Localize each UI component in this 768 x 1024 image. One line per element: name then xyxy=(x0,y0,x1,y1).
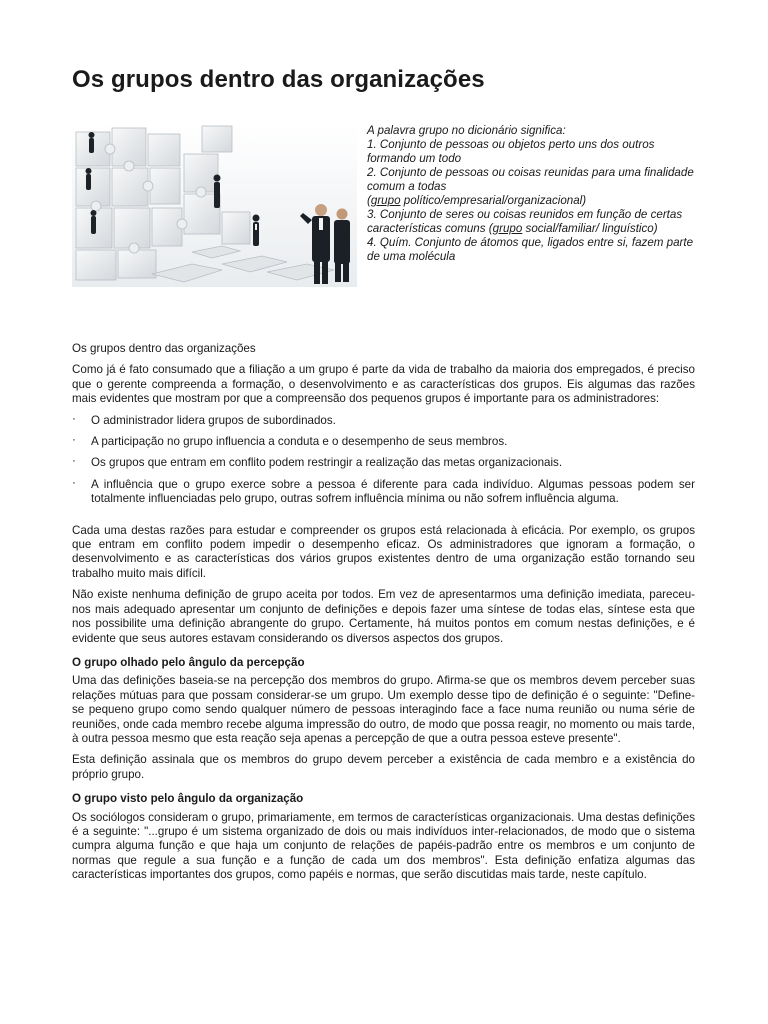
article-body xyxy=(72,342,695,890)
definition-item: (grupo político/empresarial/organizacional) xyxy=(367,194,587,207)
definition-intro: A palavra grupo no dicionário significa: xyxy=(367,124,566,137)
page-title: Os grupos dentro das organizações xyxy=(72,66,485,93)
bullet-marker: · xyxy=(72,411,76,425)
definition-item: 4. Quím. Conjunto de átomos que, ligados entre si, fazem parte de uma molécula xyxy=(367,236,694,263)
bullet-marker: · xyxy=(72,454,76,468)
paragraph: Os sociólogos consideram o grupo, primariamente, em termos de características organizacionais. Uma destas definições é a seguinte: "...grupo é um sistema organizado de dois ou mais indivíduos inter-relacionados, de modo que o sistema cumpra alguma função e que haja um conjunto de relações de papéis-padrão entre os membros e um conjunto de normas que regule a sua função e a função de cada um dos membros". Esta definição enfatiza algumas das características importantes dos grupos, como papéis e normas, que serão discutidas mais tarde, neste capítulo. xyxy=(72,810,695,882)
grupo-link[interactable]: grupo xyxy=(492,222,523,235)
section-heading-organization: O grupo visto pelo ângulo da organização xyxy=(72,792,304,806)
puzzle-teamwork-image xyxy=(72,124,357,287)
paragraph: Cada uma destas razões para estudar e compreender os grupos está relacionada à eficácia. Por exemplo, os grupos que entram em conflito podem impedir o desempenho eficaz. Os administradores que ignoram a formação, o desenvolvimento e as características dos vários grupos existentes dentro de uma organização estão tornando seu trabalho muito mais difícil. xyxy=(72,523,695,580)
definition-item: 2. Conjunto de pessoas ou coisas reunidas para uma finalidade comum a todas xyxy=(367,166,694,193)
paragraph: Uma das definições baseia-se na percepção dos membros do grupo. Afirma-se que os membros devem perceber suas relações mútuas para que possam considerar-se um grupo. Um exemplo desse tipo de definição é o seguinte: "Define-se pequeno grupo como sendo qualquer número de pessoas interagindo face a face numa reunião ou numa série de reuniões, onde cada membro recebe alguma impressão do outro, de modo que possa reagir, no momento ou mais tarde, à outra pessoa mesmo que esta reação seja apenas a percepção de que a outra pessoa esteve presente". xyxy=(72,674,695,745)
section-heading-perception: O grupo olhado pelo ângulo da percepção xyxy=(72,655,305,669)
bullet-marker: · xyxy=(72,433,76,447)
bullet-item: · A influência que o grupo exerce sobre a pessoa é diferente para cada indivíduo. Algumas pessoas podem ser totalmente influenciadas pelo grupo, outras sofrem influência mínima ou não sofrem influência alguma. xyxy=(72,475,695,506)
definition-item: 3. Conjunto de seres ou coisas reunidos em função de certas características comuns (grupo social/familiar/ linguístico) xyxy=(367,208,683,235)
dictionary-definition xyxy=(367,124,697,264)
definition-item: 1. Conjunto de pessoas ou objetos perto uns dos outros formando um todo xyxy=(367,138,655,165)
paragraph: Esta definição assinala que os membros do grupo devem perceber a existência de cada membro e a existência do próprio grupo. xyxy=(72,753,695,781)
section-subtitle: Os grupos dentro das organizações xyxy=(72,342,256,355)
bullet-item: · Os grupos que entram em conflito podem restringir a realização das metas organizacionais. xyxy=(72,454,563,470)
bullet-item: · A participação no grupo influencia a conduta e o desempenho de seus membros. xyxy=(72,433,508,449)
paragraph: Não existe nenhuma definição de grupo aceita por todos. Em vez de apresentarmos uma definição imediata, pareceu-nos mais adequado apresentar um conjunto de definições e depois fazer uma síntese de todas elas, síntese esta que nos possibilite uma definição abrangente do grupo. Certamente, há muitos pontos em comum nestas definições, e é evidente que seus autores estavam considerando os diversos aspectos dos grupos. xyxy=(72,588,695,645)
bullet-item: · O administrador lidera grupos de subordinados. xyxy=(72,411,336,427)
grupo-link[interactable]: grupo xyxy=(370,194,401,207)
bullet-marker: · xyxy=(72,475,76,489)
paragraph: Como já é fato consumado que a filiação a um grupo é parte da vida de trabalho da maioria dos empregados, é preciso que o gerente compreenda a formação, o desenvolvimento e as características dos grupos. Eis algumas das razões mais evidentes que mostram por que a compreensão dos pequenos grupos é importante para os administradores: xyxy=(72,363,695,406)
